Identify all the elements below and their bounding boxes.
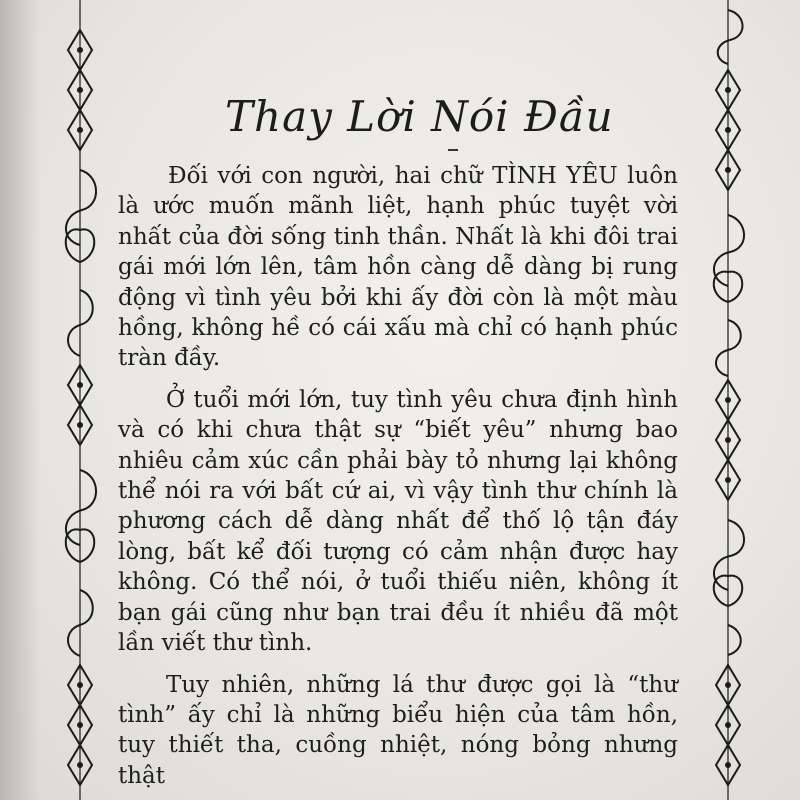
paragraph: Ở tuổi mới lớn, tuy tình yêu chưa định hình và có khi chưa thật sự “biết yêu” nhưng bao nhiêu cảm xúc cần phải bày tỏ nhưng lại không thể nói ra với bất cứ ai, vì vậy tình thư chính là phương cách dễ dàng nhất để thố lộ tận đáy lòng, bất kể đối tượng có cảm nhận được hay không. Có thể nói, ở tuổi thiếu niên, không ít bạn gái cũng như bạn trai đều ít nhiều đã một lần viết thư tình.	[118, 386, 678, 657]
body-text	[118, 161, 678, 800]
page-title: Thay Lời Nói Đầu	[225, 92, 614, 141]
title-divider	[448, 149, 458, 151]
paragraph: Tuy nhiên, những lá thư được gọi là “thư tình” ấy chỉ là những biểu hiện của tâm hồn, tuy thiết tha, cuồng nhiệt, nóng bỏng nhưng thật	[118, 671, 678, 789]
spine-shadow	[0, 0, 40, 800]
paragraph: Đối với con người, hai chữ TÌNH YÊU luôn là ước muốn mãnh liệt, hạnh phúc tuyệt vời nhất của đời sống tinh thần. Nhất là khi đôi trai gái mới lớn lên, tâm hồn càng dễ dàng bị rung động vì tình yêu bởi khi ấy đời còn là một màu hồng, không hề có cái xấu mà chỉ có hạnh phúc tràn đầy.	[118, 163, 678, 372]
vine-scroll-border-icon	[52, 0, 108, 800]
vine-scroll-border-icon	[700, 0, 756, 800]
